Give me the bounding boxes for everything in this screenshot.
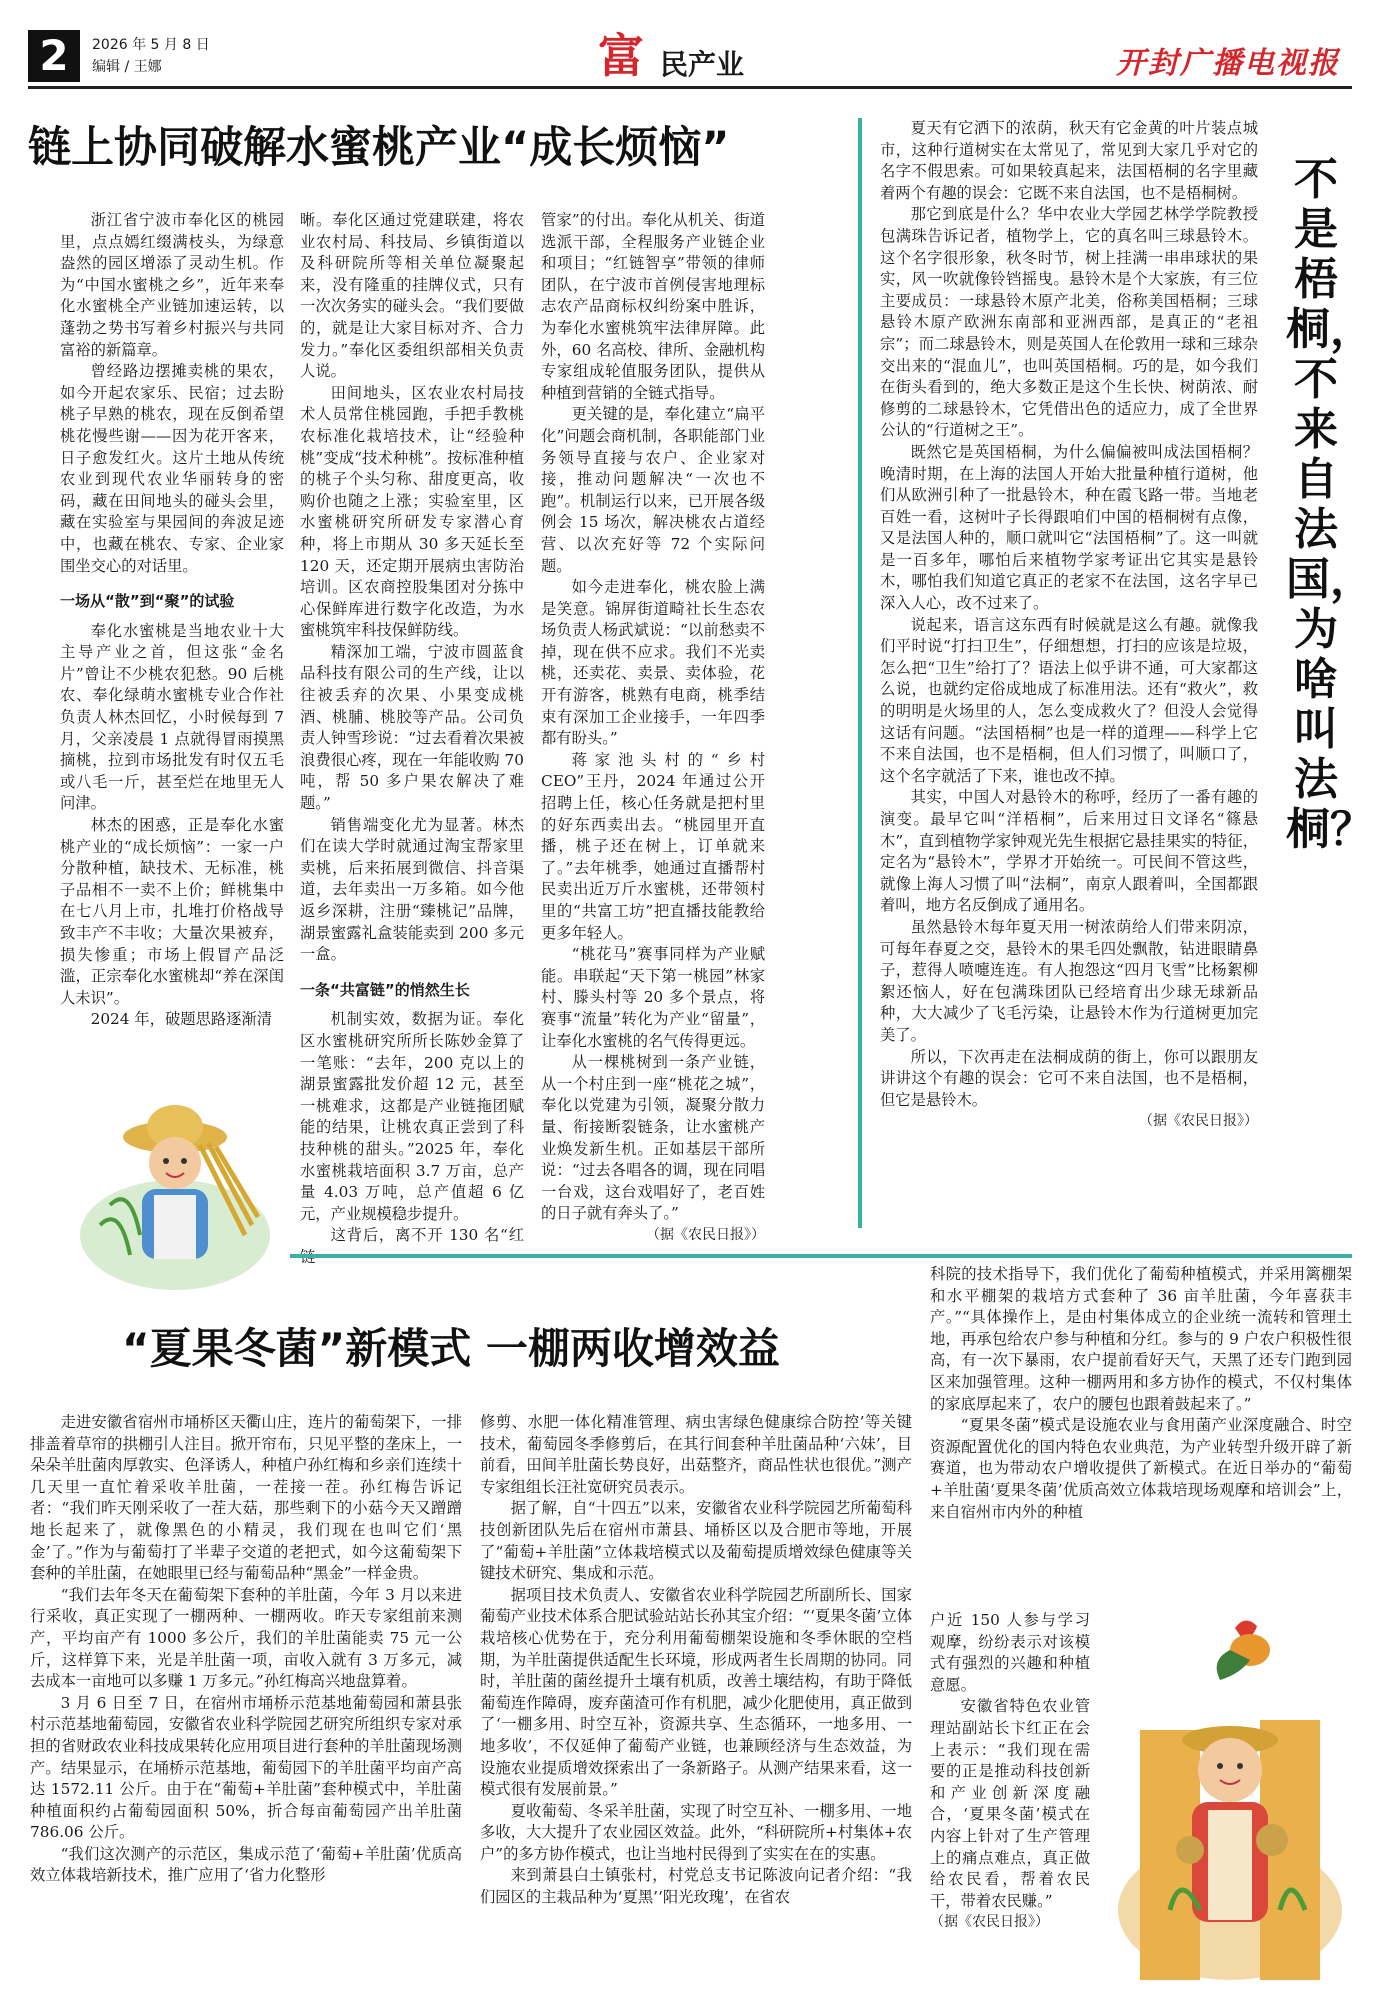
paragraph: 奉化水蜜桃是当地农业十大主导产业之首，但这张“金名片”曾让不少桃农犯愁。90 后桃农、奉化绿萌水蜜桃专业合作社负责人林杰回忆，小时候每到 7 月，父亲凌晨 1 点就得冒雨摸黑摘桃，拉到市场批发有时仅五毛或八毛一斤，甚至烂在地里无人问津。 — [60, 621, 284, 813]
farmer-illustration — [70, 1085, 280, 1295]
masthead-logo: 开封广播电视报 — [1116, 46, 1340, 81]
paragraph: 晰。奉化区通过党建联建，将农业农村局、科技局、乡镇街道以及科研院所等相关单位凝聚起来，没有隆重的挂牌仪式，只有一次次务实的碰头会。“我们要做的，就是让大家目标对齐、合力发力。”奉化区委组织部相关负责人说。 — [300, 211, 524, 381]
paragraph: 夏天有它洒下的浓荫，秋天有它金黄的叶片装点城市，这种行道树实在太常见了，常见到大家几乎对它的名字不假思索。可如果较真起来，法国梧桐的名字里藏着两个有趣的误会：它既不来自法国，也不是梧桐树。 — [880, 119, 1258, 202]
article3-headline: “夏果冬菌”新模式 一棚两收增效益 — [122, 1324, 780, 1373]
paragraph: 销售端变化尤为显著。林杰们在读大学时就通过淘宝帮家里卖桃，后来拓展到微信、抖音渠道，去年卖出一万多箱。如今他返乡深耕，注册“臻桃记”品牌，湖景蜜露礼盒装能卖到 200 多元一盒。 — [300, 815, 524, 964]
article1-headline: 链上协同破解水蜜桃产业“成长烦恼” — [28, 123, 730, 173]
article3-column-1 — [30, 1412, 462, 1887]
paragraph: 安徽省特色农业管理站副站长卞红正在会上表示：“我们现在需要的正是推动科技创新和产业创新深度融合，‘夏果冬菌’模式在内容上针对了生产管理上的痛点难点，真正做给农民看，帮着农民干，带着农民赚。” — [930, 1697, 1090, 1910]
paragraph: 更关键的是，奉化建立“扁平化”问题会商机制，各职能部门业务领导直接与农户、企业家对接，推动问题解决“一次也不跑”。机制运行以来，已开展各级例会 15 场次，解决桃农占道经营、以次充好等 72 个实际问题。 — [541, 405, 765, 575]
paragraph: 蒋家池头村的“乡村 CEO”王丹，2024 年通过公开招聘上任，核心任务就是把村里的好东西卖出去。“桃园里开直播，桃子还在树上，订单就来了。”去年桃季，她通过直播帮村民卖出近万斤水蜜桃，还带领村里的“共富工坊”把直播技能教给更多年轻人。 — [541, 750, 765, 942]
paragraph: 机制实效，数据为证。奉化区水蜜桃研究所所长陈妙金算了一笔账：“去年，200 克以上的湖景蜜露批发价超 12 元，甚至一桃难求，这都是产业链拖团赋能的结果，让桃农真正尝到了科技种桃的甜头。”2025 年，奉化水蜜桃栽培面积 3.7 万亩，总产量 4.03 万吨，总产值超 6 亿元，产业规模稳步提升。 — [300, 1010, 524, 1223]
paragraph: 精深加工端，宁波市圆蓝食品科技有限公司的生产线，让以往被丢弃的次果、小果变成桃酒、桃脯、桃胶等产品。公司负责人钟雪珍说：“过去看着次果被浪费很心疼，现在一年能收购 70 吨，帮 50 多户果农解决了难题。” — [300, 642, 524, 813]
page-number: 2 — [28, 30, 80, 82]
section-title-char: 富 — [598, 29, 644, 83]
header-rule — [28, 86, 1352, 89]
paragraph: “桃花马”赛事同样为产业赋能。串联起“天下第一桃园”林家村、滕头村等 20 多个景点，将赛事“流量”转化为产业“留量”，让奉化水蜜桃的名气传得更远。 — [541, 945, 765, 1050]
article1-column-1 — [60, 210, 284, 1031]
article1-credit: （据《农民日报》） — [646, 1226, 765, 1243]
paragraph: 来到萧县白土镇张村，村党总支书记陈波向记者介绍：“我们园区的主栽品种为‘夏黑’‘阳光玫瑰’，在省农 — [480, 1866, 912, 1907]
paragraph: 林杰的困惑，正是奉化水蜜桃产业的“成长烦恼”：一家一户分散种植，缺技术、无标准，桃子品相不一卖不上价；鲜桃集中在七八月上市，扎堆打价格战导致丰产不丰收；大量次果被弃，损失惨重；市场上假冒产品泛滥，正宗奉化水蜜桃却“养在深闺人未识”。 — [60, 816, 284, 1007]
article1-column-2 — [300, 210, 524, 1269]
paragraph: 2024 年，破题思路逐渐清 — [90, 1010, 273, 1029]
article3-credit: （据《农民日报》） — [930, 1914, 1049, 1931]
farmer-rooster-illustration — [1110, 1610, 1350, 1990]
article2-headline: 不是梧桐，不来自法国，为啥叫法桐？ — [1286, 154, 1374, 855]
paragraph: 其实，中国人对悬铃木的称呼，经历了一番有趣的演变。最早它叫“洋梧桐”，后来用过日文译名“篠悬木”，直到植物学家钟观光先生根据它悬挂果实的特征，定名为“悬铃木”，学界才开始统一。可民间不管这些，就像上海人习惯了叫“法桐”，南京人跟着叫，全国都跟着叫，地方名反倒成了通用名。 — [880, 788, 1258, 915]
paragraph: 如今走进奉化，桃农脸上满是笑意。锦屏街道畸社长生态农场负责人杨武斌说：“以前愁卖不掉，现在供不应求。我们不光卖桃，还卖花、卖景、卖体验，花开有游客，桃熟有电商，桃季结束有深加工企业接手，一年四季都有盼头。” — [541, 578, 765, 748]
paragraph: “我们这次测产的示范区，集成示范了‘葡萄+羊肚菌’优质高效立体栽培新技术，推广应用了‘省力化整形 — [30, 1844, 462, 1885]
paragraph: 管家”的付出。奉化从机关、街道选派干部，全程服务产业链企业和项目；“红链智享”带领的律师团队，在宁波市首例侵害地理标志农产品商标权纠纷案中胜诉，为奉化水蜜桃筑牢法律屏障。此外，60 名高校、律所、金融机构专家组成轮值服务团队，提供从种植到营销的全链式指导。 — [541, 211, 765, 402]
paragraph: 所以，下次再走在法桐成荫的街上，你可以跟朋友讲讲这个有趣的误会：它可不来自法国，也不是梧桐，但它是悬铃木。 — [880, 1047, 1258, 1109]
article1-subhead-2: 一条“共富链”的悄然生长 — [300, 980, 470, 999]
paragraph: “夏果冬菌”模式是设施农业与食用菌产业深度融合、时空资源配置优化的国内特色农业典范，为产业转型升级开辟了新赛道，也为带动农户增收提供了新模式。在近日举办的“葡萄+羊肚菌‘夏果冬菌’优质高效立体栽培现场观摩和培训会”上，来自宿州市内外的种植 — [930, 1416, 1352, 1521]
paragraph: 浙江省宁波市奉化区的桃园里，点点嫣红缀满枝头，为绿意盎然的园区增添了灵动生机。作为“中国水蜜桃之乡”，近年来奉化水蜜桃全产业链加速运转，以蓬勃之势书写着乡村振兴与共同富裕的新篇章。 — [60, 211, 284, 359]
paragraph: 说起来，语言这东西有时候就是这么有趣。就像我们平时说“打扫卫生”，仔细想想，打扫的应该是垃圾，怎么把“卫生”给打了？语法上似乎讲不通，可大家都这么说，也就约定俗成地成了标准用法。还有“救火”，救的明明是火场里的人，怎么变成救火了？但没人会觉得这话有问题。“法国梧桐”也是一样的道理——科学上它不来自法国，也不是梧桐，但人们习惯了，叫顺口了，这个名字就活了下来，谁也改不掉。 — [880, 615, 1258, 785]
paragraph: 据了解，自“十四五”以来，安徽省农业科学院园艺所葡萄科技创新团队先后在宿州市萧县、埇桥区以及合肥市等地，开展了“葡萄+羊肚菌”立体栽培模式以及葡萄提质增效绿色健康等关键技术研究、集成和示范。 — [480, 1499, 912, 1583]
article3-column-3-narrow — [930, 1610, 1090, 1934]
paragraph: 修剪、水肥一体化精准管理、病虫害绿色健康综合防控’等关键技术，葡萄园冬季修剪后，在其行间套种羊肚菌品种‘六妹’，目前看，田间羊肚菌长势良好，出菇整齐，商品性状也很优。”测产专家组组长汪社宽研究员表示。 — [480, 1413, 912, 1496]
paragraph: 既然它是英国梧桐，为什么偏偏被叫成法国梧桐？晚清时期，在上海的法国人开始大批量种植行道树，他们从欧洲引种了一批悬铃木，种在霞飞路一带。当地老百姓一看，这树叶子长得跟咱们中国的梧桐树有点像，又是法国人种的，顺口就叫它“法国梧桐”了。这一叫就是一百多年，哪怕后来植物学家考证出它其实是悬铃木，哪怕我们知道它真正的老家不在法国，这名字早已深入人心，改不过来了。 — [880, 442, 1258, 613]
editor-name: 编辑 / 王娜 — [92, 59, 162, 75]
column-divider — [858, 118, 862, 1228]
paragraph: 3 月 6 日至 7 日，在宿州市埇桥示范基地葡萄园和萧县张村示范基地葡萄园，安徽省农业科学院园艺研究所组织专家对承担的省财政农业科技成果转化应用项目进行套种的羊肚菌现场测产。结果显示，在埇桥示范基地，葡萄园下的羊肚菌平均亩产高达 1572.11 公斤。由于在“葡萄+羊肚菌”套种模式中，羊肚菌种植面积约占葡萄园面积 50%，折合每亩葡萄园产出羊肚菌 786.06 公斤。 — [30, 1693, 462, 1842]
paragraph: 科院的技术指导下，我们优化了葡萄种植模式，并采用篱棚架和水平棚架的栽培方式套种了 36 亩羊肚菌，今年喜获丰产。”“具体操作上，是由村集体成立的企业统一流转和管理土地，再承包给农户参与种植和分红。参与的 9 户农户积极性很高，有一次下暴雨，农户提前看好天气，天黑了还专门跑到园区来加强管理。这种一棚两用和多方协作的模式，不仅村集体的家底厚起来了，农户的腰包也跟着鼓起来了。” — [930, 1265, 1352, 1413]
paragraph: 从一棵桃树到一条产业链，从一个村庄到一座“桃花之城”，奉化以党建为引领，凝聚分散力量、衔接断裂链条，让水蜜桃产业焕发新生机。正如基层干部所说：“过去各唱各的调，现在同唱一台戏，这台戏唱好了，老百姓的日子就有奔头了。” — [541, 1053, 765, 1223]
paragraph: 走进安徽省宿州市埇桥区天衢山庄，连片的葡萄架下，一排排盖着草帘的拱棚引人注目。掀开帘布，只见平整的垄床上，一朵朵羊肚菌肉厚敦实、色泽诱人，种植户孙红梅和乡亲们连续十几天里一直忙着采收羊肚菌，一茬接一茬。孙红梅告诉记者：“我们昨天刚采收了一茬大菇，那些剩下的小菇今天又蹭蹭地长起来了，就像黑色的小精灵，我们现在也叫它们‘黑金’了。”作为与葡萄打了半辈子交道的老把式，如今这葡萄架下套种的羊肚菌，在她眼里已经与葡萄品种“黑金”一样金贵。 — [30, 1413, 462, 1583]
issue-date: 2026 年 5 月 8 日 — [92, 37, 210, 53]
paragraph: 据项目技术负责人、安徽省农业科学院园艺所副所长、国家葡萄产业技术体系合肥试验站站长孙其宝介绍：“‘夏果冬菌’立体栽培核心优势在于，充分利用葡萄棚架设施和冬季休眠的空档期，为羊肚菌提供适配生长环境，形成两者生长周期的协同。同时，羊肚菌的菌丝提升土壤有机质，改善土壤结构，有助于降低葡萄连作障碍，废弃菌渣可作有机肥，减少化肥使用，真正做到了‘一棚多用、时空互补，资源共享、生态循环，一地多用、一地多收’，不仅延伸了葡萄产业链，也兼顾经济与生态效益，为设施农业提质增效探索出了一条新路子。从测产结果来看，这一模式很有发展前景。” — [480, 1585, 912, 1799]
article2-credit: （据《农民日报》） — [1139, 1113, 1258, 1130]
paragraph: 虽然悬铃木每年夏天用一树浓荫给人们带来阴凉，可每年春夏之交，悬铃木的果毛四处飘散，钻进眼睛鼻子，惹得人喷嚏连连。有人抱怨这“四月飞雪”比杨絮柳絮还恼人，好在包满珠团队已经培育出少球无球新品种，大大减少了飞毛污染，让悬铃木作为行道树更加完美了。 — [880, 917, 1258, 1044]
paragraph: 那它到底是什么？华中农业大学园艺林学学院教授包满珠告诉记者，植物学上，它的真名叫三球悬铃木。这个名字很形象，秋冬时节，树上挂满一串串球状的果实，风一吹就像铃铛摇曳。悬铃木是个大家族，有三位主要成员：一球悬铃木原产北美，俗称美国梧桐；三球悬铃木原产欧洲东南部和亚洲西部，是真正的“老祖宗”；而二球悬铃木，则是英国人在伦敦用一球和三球杂交出来的“混血儿”，也叫英国梧桐。巧的是，如今我们在街头看到的，绝大多数正是这个生长快、树荫浓、耐修剪的二球悬铃木，它凭借出色的适应力，成了全世界公认的“行道树之王”。 — [880, 205, 1258, 440]
paragraph: 户近 150 人参与学习观摩，纷纷表示对该模式有强烈的兴趣和种植意愿。 — [930, 1611, 1090, 1694]
article1-subhead-1: 一场从“散”到“聚”的试验 — [60, 592, 235, 611]
article3-column-2 — [480, 1412, 912, 1909]
section-title-rest: 民产业 — [660, 48, 745, 81]
issue-meta — [92, 34, 210, 78]
article1-column-3 — [541, 210, 765, 1247]
paragraph: 田间地头，区农业农村局技术人员常住桃园跑，手把手教桃农标准化栽培技术，让“经验种桃”变成“技术种桃”。按标准种植的桃子个头匀称、甜度更高，收购价也随之上涨；实验室里，区水蜜桃研究所研发专家潜心育种，将上市期从 30 多天延长至 120 天，还定期开展病虫害防治培训。区农商控股集团对分拣中心保鲜库进行数字化改造，为水蜜桃筑牢科技保鲜防线。 — [300, 383, 524, 640]
paragraph: 曾经路边摆摊卖桃的果农，如今开起农家乐、民宿；过去盼桃子早熟的桃农，现在反倒希望桃花慢些谢——因为花开客来，日子愈发红火。这片土地从传统农业到现代农业华丽转身的密码，藏在田间地头的碰头会里，藏在实验室与果园间的奔波足迹中，也藏在桃农、专家、企业家围坐交心的对话里。 — [60, 362, 284, 575]
section-divider — [290, 1254, 1352, 1258]
article3-column-3 — [930, 1264, 1352, 1523]
paragraph: 夏收葡萄、冬采羊肚菌，实现了时空互补、一棚多用、一地多收，大大提升了农业园区效益。此外，“科研院所+村集体+农户”的多方协作模式，也让当地村民得到了实实在在的实惠。 — [480, 1801, 912, 1863]
paragraph: “我们去年冬天在葡萄架下套种的羊肚菌，今年 3 月以来进行采收，真正实现了一棚两种、一棚两收。昨天专家组前来测产，平均亩产有 1000 多公斤，我们的羊肚菌能卖 75 元一公斤，这样算下来，光是羊肚菌一项，亩收入就有 3 万多元，减去成本一亩地可以多赚 1 万多元。”孙红梅高兴地盘算着。 — [30, 1585, 462, 1691]
article2-body — [880, 118, 1258, 1133]
paragraph: 这背后，离不开 130 名“红 — [330, 1226, 524, 1245]
